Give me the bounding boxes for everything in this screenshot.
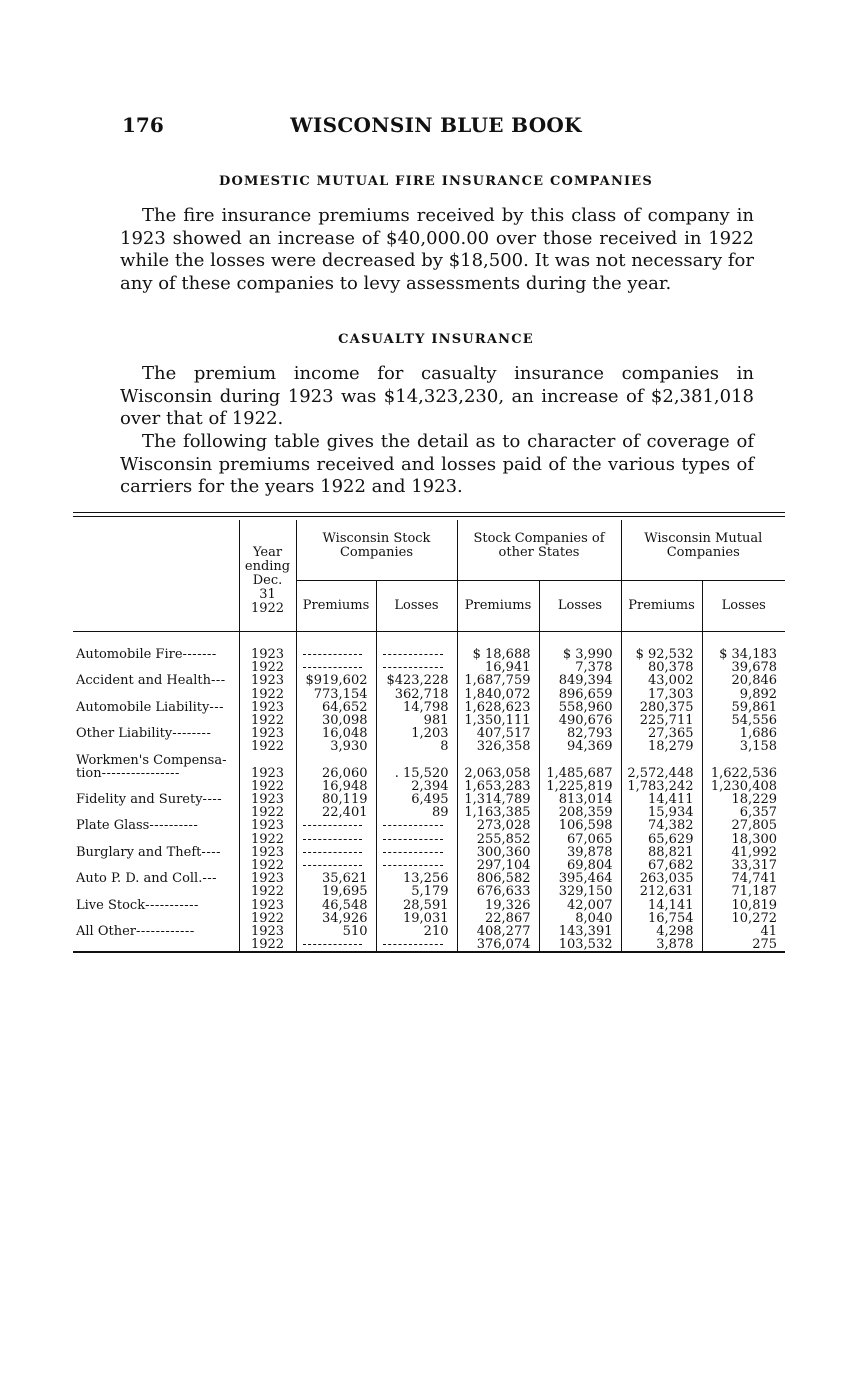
cell-other-states-premiums: 806,582 [457, 872, 539, 885]
cell-wi-mutual-losses: 20,846 [702, 674, 785, 687]
cell-wi-stock-premiums [296, 833, 376, 846]
cell-wi-stock-premiums [296, 754, 376, 767]
cell-wi-stock-premiums: 26,060 [296, 767, 376, 780]
row-label [73, 899, 239, 912]
cell-wi-stock-losses: 13,256 [376, 872, 457, 885]
cell-other-states-premiums: 1,628,623 [457, 701, 539, 714]
cell-wi-stock-losses: . 15,520 [376, 767, 457, 780]
row-year: 1923 [239, 846, 296, 859]
cell-wi-mutual-premiums: 88,821 [621, 846, 702, 859]
cell-wi-mutual-losses: 10,272 [702, 912, 785, 925]
cell-wi-stock-premiums: 3,930 [296, 740, 376, 753]
table-top-rule [73, 512, 785, 513]
row-label-leader: ---- [201, 845, 221, 859]
row-label [73, 938, 239, 952]
row-label-text: All Other [76, 924, 136, 939]
cell-wi-mutual-premiums: 65,629 [621, 833, 702, 846]
table-bottom-rule [73, 952, 785, 959]
cell-wi-mutual-losses: 39,678 [702, 661, 785, 674]
cell-wi-mutual-premiums: 43,002 [621, 674, 702, 687]
empty-value-dash [383, 839, 443, 840]
cell-wi-mutual-losses: 41 [702, 925, 785, 938]
row-label-text: Auto P. D. and Coll. [76, 872, 203, 886]
row-label-leader: ---------- [149, 819, 199, 833]
year-header-line: 31 [259, 587, 276, 602]
cell-other-states-premiums: $ 18,688 [457, 648, 539, 661]
group-header-wisconsin-stock: Wisconsin Stock Companies [296, 520, 457, 581]
row-year: 1923 [239, 819, 296, 832]
cell-wi-mutual-premiums: 263,035 [621, 872, 702, 885]
cell-other-states-premiums: 19,326 [457, 899, 539, 912]
cell-other-states-premiums: 2,063,058 [457, 767, 539, 780]
row-year: 1922 [239, 833, 296, 846]
cell-wi-stock-losses [376, 938, 457, 952]
row-label [73, 754, 239, 767]
empty-value-dash [303, 865, 362, 866]
page-number: 176 [122, 113, 164, 137]
row-label-leader: -------- [172, 727, 212, 741]
running-title: WISCONSIN BLUE BOOK [290, 113, 582, 137]
row-label [73, 727, 239, 740]
cell-wi-mutual-losses [702, 754, 785, 767]
cell-wi-stock-premiums: 16,948 [296, 780, 376, 793]
table-top-rule-2 [73, 516, 785, 517]
row-year: 1922 [239, 859, 296, 872]
empty-value-dash [303, 852, 362, 853]
casualty-paragraph-1: The premium income for casualty insurance companies in Wisconsin during 1923 was $14,323,230, an increase of $2,381,018 over that of 1922. [120, 363, 754, 429]
subheader-premiums: Premiums [296, 581, 376, 632]
cell-other-states-losses: 1,485,687 [539, 767, 621, 780]
empty-value-dash [383, 825, 443, 826]
year-header-line: Year [252, 545, 283, 560]
row-year: 1922 [239, 740, 296, 753]
cell-wi-stock-losses: 28,591 [376, 899, 457, 912]
cell-other-states-losses: 1,225,819 [539, 780, 621, 793]
row-label-leader: ----------- [145, 898, 199, 912]
cell-other-states-premiums [457, 754, 539, 767]
row-label [73, 925, 239, 938]
row-label-text: Other Liability [76, 727, 173, 741]
cell-wi-stock-losses: 362,718 [376, 688, 457, 701]
cell-wi-mutual-premiums: 17,303 [621, 688, 702, 701]
table-row [73, 938, 785, 952]
empty-value-dash [383, 865, 443, 866]
row-label-text: Plate Glass [76, 819, 150, 833]
table-row [73, 899, 785, 912]
cell-other-states-premiums: 16,941 [457, 661, 539, 674]
row-label [73, 806, 239, 819]
row-label-text: Workmen's Compensa- [76, 753, 227, 767]
cell-wi-mutual-losses: 6,357 [702, 806, 785, 819]
cell-other-states-premiums: 676,633 [457, 885, 539, 898]
subheader-premiums: Premiums [621, 581, 702, 632]
row-label-header [73, 520, 239, 632]
cell-wi-stock-losses: 5,179 [376, 885, 457, 898]
cell-wi-stock-premiums: 46,548 [296, 899, 376, 912]
row-label [73, 859, 239, 872]
row-label-leader: ---- [202, 793, 223, 807]
cell-wi-stock-losses [376, 833, 457, 846]
subheader-premiums: Premiums [457, 581, 539, 632]
row-year: 1923 [239, 793, 296, 806]
row-year: 1923 [239, 727, 296, 740]
table-row [73, 674, 785, 687]
page-header [122, 113, 750, 143]
cell-wi-stock-premiums: 22,401 [296, 806, 376, 819]
cell-other-states-losses: 208,359 [539, 806, 621, 819]
cell-wi-stock-premiums: 510 [296, 925, 376, 938]
cell-wi-mutual-premiums: 225,711 [621, 714, 702, 727]
cell-other-states-premiums: 407,517 [457, 727, 539, 740]
cell-other-states-losses: 67,065 [539, 833, 621, 846]
cell-wi-mutual-losses: 18,229 [702, 793, 785, 806]
cell-wi-mutual-premiums: 14,411 [621, 793, 702, 806]
cell-wi-stock-premiums [296, 938, 376, 952]
cell-wi-mutual-premiums: 2,572,448 [621, 767, 702, 780]
row-label-leader: --- [210, 674, 226, 688]
subheader-losses: Losses [376, 581, 457, 632]
cell-other-states-premiums: 1,314,789 [457, 793, 539, 806]
cell-wi-stock-premiums [296, 648, 376, 661]
cell-other-states-losses: 896,659 [539, 688, 621, 701]
cell-other-states-premiums: 22,867 [457, 912, 539, 925]
row-label [73, 714, 239, 727]
empty-value-dash [383, 944, 443, 945]
cell-other-states-premiums: 300,360 [457, 846, 539, 859]
cell-wi-stock-losses: 14,798 [376, 701, 457, 714]
row-label-text: Automobile Fire [76, 648, 183, 662]
row-year: 1923 [239, 872, 296, 885]
cell-wi-mutual-premiums: 1,783,242 [621, 780, 702, 793]
cell-other-states-premiums: 1,840,072 [457, 688, 539, 701]
cell-other-states-losses: 39,878 [539, 846, 621, 859]
cell-wi-stock-premiums: 35,621 [296, 872, 376, 885]
cell-other-states-losses: 490,676 [539, 714, 621, 727]
empty-value-dash [383, 654, 443, 655]
row-year [239, 754, 296, 767]
cell-wi-mutual-premiums: 16,754 [621, 912, 702, 925]
cell-other-states-losses: $ 3,990 [539, 648, 621, 661]
row-year: 1922 [239, 688, 296, 701]
row-label [73, 872, 239, 885]
empty-value-dash [303, 944, 362, 945]
row-label [73, 780, 239, 793]
domestic-mutual-heading: DOMESTIC MUTUAL FIRE INSURANCE COMPANIES [218, 174, 654, 189]
cell-wi-mutual-premiums: 74,382 [621, 819, 702, 832]
cell-wi-stock-losses: 19,031 [376, 912, 457, 925]
row-label [73, 885, 239, 898]
cell-wi-mutual-losses: 54,556 [702, 714, 785, 727]
cell-wi-mutual-premiums: 15,934 [621, 806, 702, 819]
row-year: 1922 [239, 885, 296, 898]
group-header-wisconsin-mutual: Wisconsin Mutual Companies [621, 520, 785, 581]
row-label [73, 767, 239, 780]
subheader-losses: Losses [539, 581, 621, 632]
casualty-premium-table [73, 520, 785, 959]
cell-wi-mutual-premiums: 80,378 [621, 661, 702, 674]
cell-wi-mutual-losses: 41,992 [702, 846, 785, 859]
cell-wi-stock-losses: 2,394 [376, 780, 457, 793]
cell-wi-mutual-premiums: 67,682 [621, 859, 702, 872]
domestic-mutual-paragraph: The fire insurance premiums received by this class of company in 1923 showed an increase of $40,000.00 over those received in 1922 while the losses were decreased by $18,500. It was not necessary for any of these companies to levy assessments during the year. [120, 205, 754, 294]
year-header-line: 1922 [250, 601, 285, 616]
cell-other-states-losses: 69,804 [539, 859, 621, 872]
cell-other-states-losses: 94,369 [539, 740, 621, 753]
row-year: 1922 [239, 780, 296, 793]
row-year: 1923 [239, 925, 296, 938]
empty-value-dash [303, 654, 362, 655]
cell-wi-mutual-losses: 1,622,536 [702, 767, 785, 780]
row-label [73, 661, 239, 674]
cell-wi-mutual-premiums: 14,141 [621, 899, 702, 912]
cell-other-states-premiums: 255,852 [457, 833, 539, 846]
row-year: 1922 [239, 714, 296, 727]
cell-other-states-premiums: 376,074 [457, 938, 539, 952]
cell-wi-stock-premiums: 773,154 [296, 688, 376, 701]
table-row [73, 740, 785, 753]
year-header [239, 520, 296, 632]
cell-other-states-losses: 143,391 [539, 925, 621, 938]
row-year: 1923 [239, 701, 296, 714]
row-label-text: tion [76, 766, 102, 780]
cell-other-states-premiums: 408,277 [457, 925, 539, 938]
cell-wi-stock-losses [376, 648, 457, 661]
cell-other-states-losses: 42,007 [539, 899, 621, 912]
cell-wi-stock-losses: $423,228 [376, 674, 457, 687]
cell-other-states-losses: 8,040 [539, 912, 621, 925]
row-year: 1922 [239, 661, 296, 674]
cell-wi-mutual-losses: $ 34,183 [702, 648, 785, 661]
cell-other-states-premiums: 1,653,283 [457, 780, 539, 793]
cell-wi-mutual-losses: 59,861 [702, 701, 785, 714]
row-label-text: Live Stock [76, 898, 146, 912]
cell-wi-mutual-losses: 3,158 [702, 740, 785, 753]
cell-wi-mutual-losses: 275 [702, 938, 785, 952]
cell-wi-stock-premiums: 19,695 [296, 885, 376, 898]
row-label-text: Accident and Health [76, 674, 211, 688]
row-label-text: Automobile Liability [76, 700, 210, 714]
cell-wi-mutual-losses: 71,187 [702, 885, 785, 898]
row-label [73, 793, 239, 806]
cell-wi-mutual-losses: 33,317 [702, 859, 785, 872]
cell-other-states-premiums: 1,163,385 [457, 806, 539, 819]
cell-wi-mutual-losses: 74,741 [702, 872, 785, 885]
cell-other-states-losses: 558,960 [539, 701, 621, 714]
cell-wi-stock-premiums: 16,048 [296, 727, 376, 740]
row-label [73, 674, 239, 687]
row-label [73, 833, 239, 846]
cell-other-states-premiums: 1,350,111 [457, 714, 539, 727]
row-year: 1923 [239, 767, 296, 780]
table-row [73, 688, 785, 701]
cell-other-states-losses: 395,464 [539, 872, 621, 885]
table-row [73, 833, 785, 846]
table-row [73, 701, 785, 714]
cell-wi-mutual-premiums: 3,878 [621, 938, 702, 952]
cell-wi-mutual-losses: 27,805 [702, 819, 785, 832]
cell-wi-stock-premiums: 80,119 [296, 793, 376, 806]
cell-other-states-losses: 849,394 [539, 674, 621, 687]
table-row [73, 819, 785, 832]
cell-wi-stock-losses [376, 819, 457, 832]
cell-wi-stock-premiums: $919,602 [296, 674, 376, 687]
row-label-leader: ------------ [136, 924, 195, 939]
cell-other-states-losses: 7,378 [539, 661, 621, 674]
cell-wi-stock-premiums: 34,926 [296, 912, 376, 925]
empty-value-dash [303, 667, 362, 668]
table-row [73, 754, 785, 767]
cell-wi-mutual-losses: 10,819 [702, 899, 785, 912]
cell-wi-mutual-losses: 1,230,408 [702, 780, 785, 793]
cell-other-states-premiums: 326,358 [457, 740, 539, 753]
row-year: 1922 [239, 806, 296, 819]
cell-wi-mutual-losses: 9,892 [702, 688, 785, 701]
table-spacer-row [73, 632, 785, 649]
cell-wi-stock-losses: 210 [376, 925, 457, 938]
row-label [73, 688, 239, 701]
cell-wi-mutual-premiums: 280,375 [621, 701, 702, 714]
subheader-losses: Losses [702, 581, 785, 632]
cell-wi-mutual-losses: 18,300 [702, 833, 785, 846]
cell-wi-stock-premiums: 64,652 [296, 701, 376, 714]
cell-other-states-losses [539, 754, 621, 767]
cell-wi-stock-losses: 6,495 [376, 793, 457, 806]
cell-wi-mutual-premiums: 18,279 [621, 740, 702, 753]
cell-other-states-losses: 329,150 [539, 885, 621, 898]
cell-wi-stock-premiums [296, 846, 376, 859]
cell-other-states-losses: 82,793 [539, 727, 621, 740]
row-label [73, 819, 239, 832]
cell-other-states-losses: 813,014 [539, 793, 621, 806]
cell-other-states-premiums: 1,687,759 [457, 674, 539, 687]
row-year: 1923 [239, 648, 296, 661]
empty-value-dash [383, 852, 443, 853]
row-year: 1922 [239, 938, 296, 952]
row-label [73, 740, 239, 753]
row-label [73, 648, 239, 661]
row-label-leader: ------- [182, 648, 217, 662]
cell-wi-mutual-premiums [621, 754, 702, 767]
table-row [73, 885, 785, 898]
cell-wi-stock-premiums: 30,098 [296, 714, 376, 727]
empty-value-dash [303, 839, 362, 840]
cell-wi-mutual-losses: 1,686 [702, 727, 785, 740]
cell-wi-mutual-premiums: 4,298 [621, 925, 702, 938]
row-label-leader: --- [202, 872, 218, 886]
empty-value-dash [303, 825, 362, 826]
cell-other-states-losses: 106,598 [539, 819, 621, 832]
table-header-row [73, 520, 785, 581]
year-header-line: ending [244, 559, 291, 574]
cell-wi-stock-losses: 8 [376, 740, 457, 753]
row-label-text: Burglary and Theft [76, 845, 202, 859]
row-label [73, 846, 239, 859]
year-header-line: Dec. [252, 573, 283, 588]
row-label [73, 701, 239, 714]
cell-wi-stock-losses [376, 846, 457, 859]
cell-wi-stock-losses [376, 754, 457, 767]
cell-wi-stock-premiums [296, 819, 376, 832]
cell-wi-stock-losses: 1,203 [376, 727, 457, 740]
row-year: 1923 [239, 899, 296, 912]
row-label-leader: --- [209, 700, 225, 714]
cell-wi-stock-losses: 981 [376, 714, 457, 727]
row-year: 1922 [239, 912, 296, 925]
row-year: 1923 [239, 674, 296, 687]
cell-wi-mutual-premiums: $ 92,532 [621, 648, 702, 661]
table-row [73, 912, 785, 925]
cell-other-states-losses: 103,532 [539, 938, 621, 952]
table-row [73, 767, 785, 780]
row-label-leader: ---------------- [101, 766, 180, 780]
empty-value-dash [383, 667, 443, 668]
cell-other-states-premiums: 273,028 [457, 819, 539, 832]
casualty-paragraph-2: The following table gives the detail as to character of coverage of Wisconsin premiums received and losses paid of the various types of carriers for the years 1922 and 1923. [120, 431, 754, 497]
row-label-text: Fidelity and Surety [76, 793, 203, 807]
row-label [73, 912, 239, 925]
cell-other-states-premiums: 297,104 [457, 859, 539, 872]
cell-wi-mutual-premiums: 212,631 [621, 885, 702, 898]
casualty-heading: CASUALTY INSURANCE [338, 332, 534, 347]
cell-wi-mutual-premiums: 27,365 [621, 727, 702, 740]
cell-wi-stock-losses: 89 [376, 806, 457, 819]
group-header-stock-other-states: Stock Companies of other States [457, 520, 621, 581]
